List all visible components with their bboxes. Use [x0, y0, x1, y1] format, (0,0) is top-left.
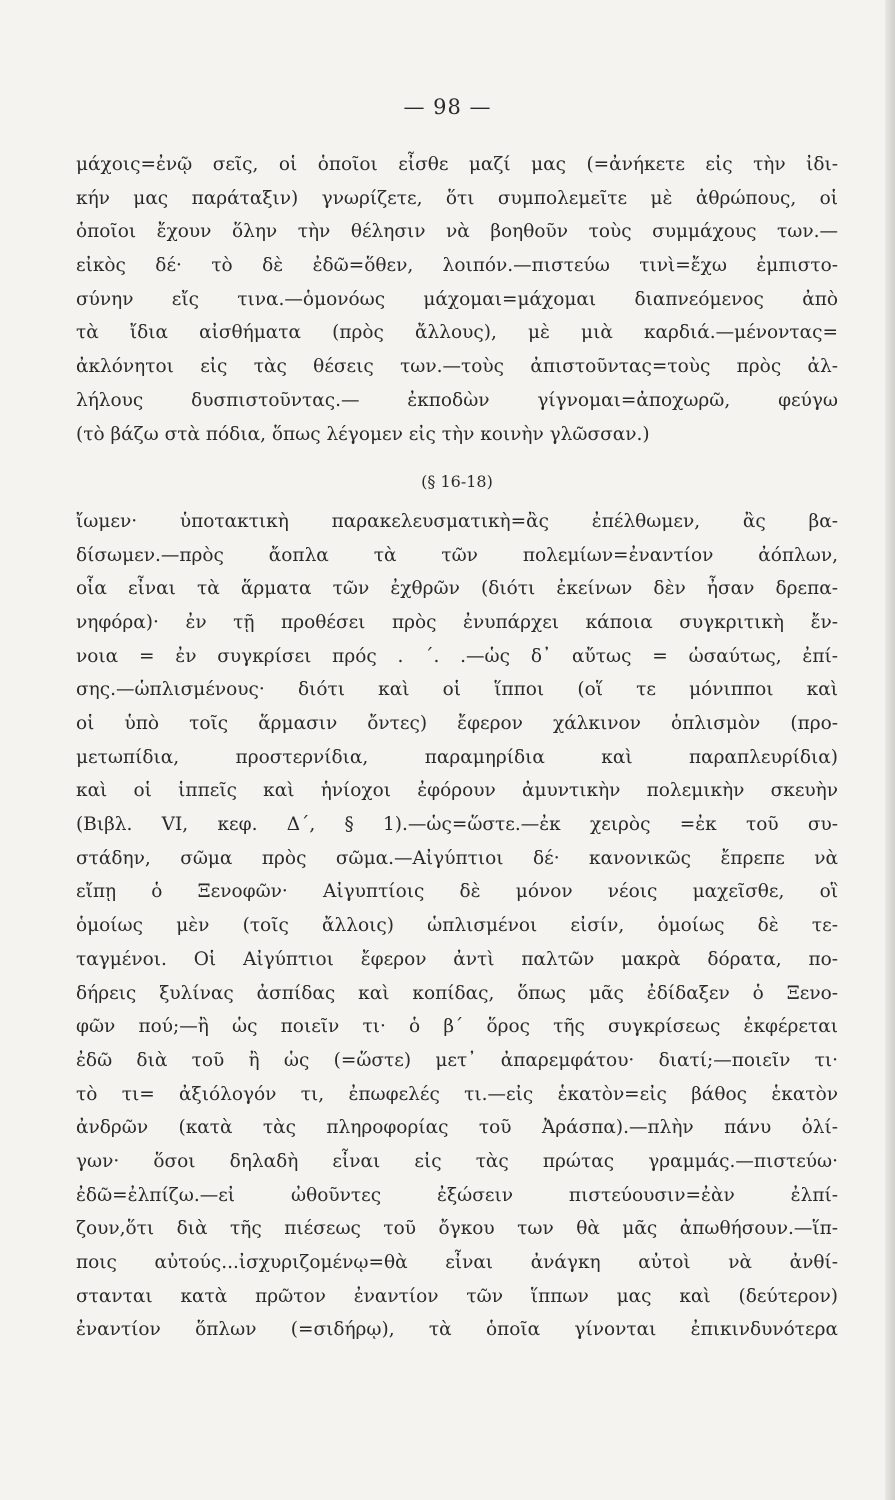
paragraph-2: [76, 505, 838, 1347]
text-line: δήρεις ξυλίνας ἀσπίδας καὶ κοπίδας, ὅπως μᾶς ἐδίδαξεν ὁ Ξενο-: [76, 982, 838, 1004]
text-line: νηφόρα)· ἐν τῇ προθέσει πρὸς ἐνυπάρχει κάποια συγκριτικὴ ἔν-: [76, 611, 838, 633]
text-line: ἐδῶ διὰ τοῦ ἢ ὡς (=ὥστε) μετ᾽ ἀπαρεμφάτου· διατί;—ποιεῖν τι·: [76, 1049, 838, 1071]
text-line: ζουν,ὅτι διὰ τῆς πιέσεως τοῦ ὄγκου των θὰ μᾶς ἀπωθήσουν.—ἵπ-: [76, 1218, 838, 1240]
text-line: ἀνδρῶν (κατὰ τὰς πληροφορίας τοῦ Ἀράσπα).—πλὴν πάνυ ὀλί-: [76, 1117, 838, 1139]
text-line: οἷα εἶναι τὰ ἅρματα τῶν ἐχθρῶν (διότι ἐκείνων δὲν ἦσαν δρεπα-: [76, 578, 838, 600]
text-line: τὸ τι= ἀξιόλογόν τι, ἐπωφελές τι.—εἰς ἑκατὸν=εἰς βάθος ἑκατὸν: [76, 1083, 838, 1105]
text-line: καὶ οἱ ἱππεῖς καὶ ἡνίοχοι ἐφόρουν ἀμυντικὴν πολεμικὴν σκευὴν: [76, 780, 838, 802]
text-line: εἴπῃ ὁ Ξενοφῶν· Αἰγυπτίοις δὲ μόνον νέοις μαχεῖσθε, οἳ: [76, 881, 838, 903]
text-line: εἰκὸς δέ· τὸ δὲ ἐδῶ=ὅθεν, λοιπόν.—πιστεύω τινὶ=ἔχω ἐμπιστο-: [76, 255, 838, 277]
text-line: λήλους δυσπιστοῦντας.— ἐκποδὼν γίγνομαι=ἀποχωρῶ, φεύγω: [76, 389, 838, 411]
section-heading: (§ 16-18): [421, 472, 493, 492]
text-line: ὁποῖοι ἔχουν ὅλην τὴν θέλησιν νὰ βοηθοῦν τοὺς συμμάχους των.—: [76, 221, 838, 243]
text-line: ἐναντίον ὅπλων (=σιδήρῳ), τὰ ὁποῖα γίνονται ἐπικινδυνότερα: [76, 1319, 838, 1341]
text-line: τὰ ἴδια αἰσθήματα (πρὸς ἄλλους), μὲ μιὰ καρδιά.—μένοντας=: [76, 322, 838, 344]
text-line: (Βιβλ. VI, κεφ. Δ´, § 1).—ὡς=ὥστε.—ἐκ χειρὸς =ἐκ τοῦ συ-: [76, 814, 838, 836]
text-line: γων· ὅσοι δηλαδὴ εἶναι εἰς τὰς πρώτας γραμμάς.—πιστεύω·: [76, 1150, 838, 1172]
text-line: ταγμένοι. Οἱ Αἰγύπτιοι ἔφερον ἀντὶ παλτῶν μακρὰ δόρατα, πο-: [76, 948, 838, 970]
text-line: στανται κατὰ πρῶτον ἐναντίον τῶν ἵππων μας καὶ (δεύτερον): [76, 1285, 838, 1307]
text-line: ὁμοίως μὲν (τοῖς ἄλλοις) ὡπλισμένοι εἰσίν, ὁμοίως δὲ τε-: [76, 915, 838, 937]
body-text: [76, 148, 838, 1347]
text-line: κήν μας παράταξιν) γνωρίζετε, ὅτι συμπολεμεῖτε μὲ ἀθρώπους, οἱ: [76, 187, 838, 209]
page-edge: [885, 0, 895, 1500]
paragraph-1: [76, 148, 838, 451]
text-line: σης.—ὡπλισμένους· διότι καὶ οἱ ἵπποι (οἵ τε μόνιπποι καὶ: [76, 679, 838, 701]
text-line: ἴωμεν· ὑποτακτικὴ παρακελευσματικὴ=ἂς ἐπέλθωμεν, ἂς βα-: [76, 510, 838, 532]
text-line: μάχοις=ἐνῷ σεῖς, οἱ ὁποῖοι εἶσθε μαζί μας (=ἀνήκετε εἰς τὴν ἰδι-: [76, 154, 838, 175]
text-line: φῶν πού;—ἢ ὡς ποιεῖν τι· ὁ β´ ὅρος τῆς συγκρίσεως ἐκφέρεται: [76, 1016, 838, 1038]
text-line: ἀκλόνητοι εἰς τὰς θέσεις των.—τοὺς ἀπιστοῦντας=τοὺς πρὸς ἀλ-: [76, 356, 838, 378]
text-line: σύνην εἴς τινα.—ὁμονόως μάχομαι=μάχομαι διαπνεόμενος ἀπὸ: [76, 288, 838, 310]
text-line: ποις αὐτούς...ἰσχυριζομένῳ=θὰ εἶναι ἀνάγκη αὐτοὶ νὰ ἀνθί-: [76, 1252, 838, 1273]
page-number: — 98 —: [403, 95, 492, 119]
text-line: δίσωμεν.—πρὸς ἄοπλα τὰ τῶν πολεμίων=ἐναντίον ἀόπλων,: [76, 544, 838, 566]
text-line: ἐδῶ=ἐλπίζω.—εἰ ὠθοῦντες ἐξώσειν πιστεύουσιν=ἐὰν ἐλπί-: [76, 1184, 838, 1206]
text-line: νοια = ἐν συγκρίσει πρός . ´. .—ὡς δ᾽ αὔτως = ὡσαύτως, ἐπί-: [76, 645, 838, 667]
text-line: μετωπίδια, προστερνίδια, παραμηρίδια καὶ παραπλευρίδια): [76, 746, 838, 768]
text-line: στάδην, σῶμα πρὸς σῶμα.—Αἰγύπτιοι δέ· κανονικῶς ἔπρεπε νὰ: [76, 847, 838, 869]
text-line: οἱ ὑπὸ τοῖς ἅρμασιν ὄντες) ἔφερον χάλκινον ὁπλισμὸν (προ-: [76, 713, 838, 734]
text-line: (τὸ βάζω στὰ πόδια, ὅπως λέγομεν εἰς τὴν κοινὴν γλῶσσαν.): [76, 423, 650, 445]
